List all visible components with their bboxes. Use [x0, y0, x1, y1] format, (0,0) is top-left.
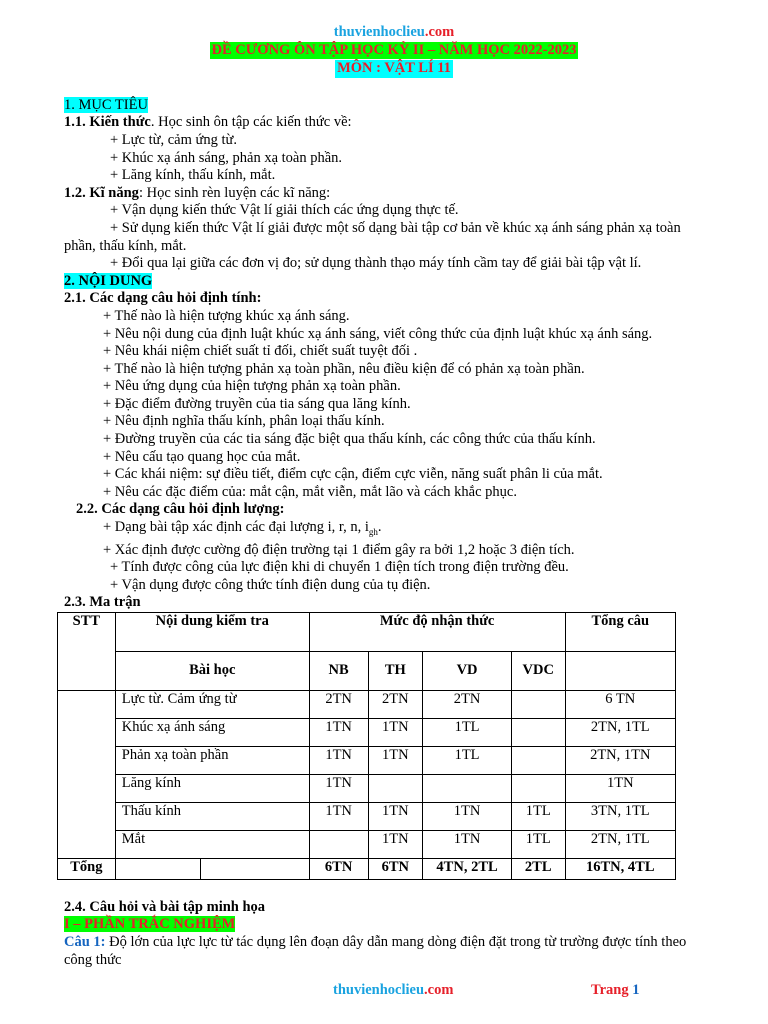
th-cell [368, 774, 423, 802]
page-label: Trang [591, 982, 633, 998]
question-1 [64, 934, 724, 952]
list-item: + Đặc điểm đường truyền của tia sáng qua lăng kính. [103, 395, 411, 412]
th-cell: 1TN [368, 746, 423, 774]
total-cell: 2TN, 1TL [565, 718, 675, 746]
subscript: gh [368, 526, 378, 537]
section-2-heading: 2. NỘI DUNG [64, 272, 153, 289]
vd-cell: 1TL [423, 718, 512, 746]
list-item: + Nêu khái niệm chiết suất tỉ đối, chiết suất tuyệt đối . [103, 343, 418, 360]
th-cell: 1TN [368, 802, 423, 830]
header-th: TH [368, 651, 423, 690]
skill-text: : Học sinh rèn luyện các kĩ năng: [138, 184, 331, 201]
header-level: Mức độ nhận thức [309, 612, 565, 651]
lesson-cell: Phản xạ toàn phần [115, 746, 309, 774]
illustration-heading: 2.4. Câu hỏi và bài tập minh họa [64, 898, 266, 915]
vd-cell: 2TN [423, 690, 512, 718]
list-item [64, 519, 724, 541]
table-row [58, 746, 676, 774]
vdc-cell [511, 774, 565, 802]
list-item: + Đổi qua lại giữa các đơn vị đo; sử dụng thành thạo máy tính cầm tay để giải bài tập vật lí. [110, 255, 642, 272]
total-cell: 3TN, 1TL [565, 802, 675, 830]
vd-cell [423, 774, 512, 802]
list-item: + Nêu ứng dụng của hiện tượng phản xạ toàn phần. [103, 378, 401, 395]
list-item: + Nêu cấu tạo quang học của mắt. [103, 448, 301, 465]
total-empty-cell [115, 858, 201, 879]
header-stt: STT [58, 612, 116, 690]
header-site-name[interactable]: thuvienhoclieu [333, 24, 425, 40]
list-item: + Sử dụng kiến thức Vật lí giải được một số dạng bài tập cơ bản về khúc xạ ánh sáng phản xạ toàn [110, 219, 681, 236]
footer-site[interactable] [333, 982, 453, 1000]
list-item: + Thế nào là hiện tượng khúc xạ ánh sáng. [103, 307, 350, 324]
page-number [591, 982, 639, 1000]
nb-cell: 1TN [309, 718, 368, 746]
document-page [64, 24, 724, 969]
total-nb-cell: 6TN [309, 858, 368, 879]
vdc-cell [511, 746, 565, 774]
doc-subject: MÔN : VẬT LÍ 11 [337, 60, 451, 77]
vdc-cell [511, 718, 565, 746]
total-cell: 1TN [565, 774, 675, 802]
lesson-cell: Lực từ. Cảm ứng từ [115, 690, 309, 718]
header-total-empty [565, 651, 675, 690]
list-item: + Xác định được cường độ điện trường tại 1 điểm gây ra bởi 1,2 hoặc 3 điện tích. [103, 541, 575, 558]
list-item: + Tính được công của lực điện khi di chuyển 1 điện tích trong điện trường đều. [110, 559, 569, 576]
header-nb: NB [309, 651, 368, 690]
list-item-text: + Dạng bài tập xác định các đại lượng i, r, n, i [103, 519, 369, 536]
nb-cell: 2TN [309, 690, 368, 718]
lesson-cell: Thấu kính [115, 802, 309, 830]
list-item: + Nêu nội dung của định luật khúc xạ ánh sáng, viết công thức của định luật khúc xạ ánh sáng. [103, 325, 653, 342]
th-cell: 2TN [368, 690, 423, 718]
lesson-cell: Lăng kính [115, 774, 309, 802]
total-row [58, 858, 676, 879]
total-vd-cell: 4TN, 2TL [423, 858, 512, 879]
vdc-cell: 1TL [511, 830, 565, 858]
total-th-cell: 6TN [368, 858, 423, 879]
vdc-cell [511, 690, 565, 718]
lesson-cell: Mắt [115, 830, 309, 858]
list-item: + Các khái niệm: sự điều tiết, điểm cực cận, điểm cực viễn, năng suất phân li của mắt. [103, 466, 603, 483]
question-label: Câu 1 [64, 934, 101, 951]
total-empty-cell [201, 858, 309, 879]
vd-cell: 1TN [423, 802, 512, 830]
total-vdc-cell: 2TL [511, 858, 565, 879]
list-item: + Khúc xạ ánh sáng, phản xạ toàn phần. [110, 149, 343, 166]
question-text-continued: công thức [64, 951, 122, 968]
header-vdc: VDC [511, 651, 565, 690]
table-row [58, 718, 676, 746]
question-colon: : [100, 934, 106, 951]
page-num: 1 [632, 982, 640, 998]
nb-cell [309, 830, 368, 858]
list-item-continued: phần, thấu kính, mắt. [64, 237, 187, 254]
header-site-tld[interactable]: .com [424, 24, 455, 40]
matrix-heading: 2.3. Ma trận [64, 594, 141, 611]
doc-title: ĐỀ CƯƠNG ÔN TẬP HỌC KỲ II – NĂM HỌC 2022-2023 [211, 41, 577, 58]
matrix-table [57, 612, 676, 880]
knowledge-label: 1.1. Kiến thức [64, 114, 151, 131]
footer-site-tld[interactable]: .com [424, 982, 454, 998]
header-vd: VD [423, 651, 512, 690]
quantitative-heading: 2.2. Các dạng câu hỏi định lượng: [76, 501, 285, 518]
list-item: + Nêu các đặc điểm của: mắt cận, mắt viễn, mắt lão và cách khắc phục. [103, 483, 517, 500]
stt-cell [58, 690, 116, 858]
list-item: + Nêu định nghĩa thấu kính, phân loại thấu kính. [103, 413, 385, 430]
lesson-cell: Khúc xạ ánh sáng [115, 718, 309, 746]
list-item: + Vận dụng kiến thức Vật lí giải thích các ứng dụng thực tế. [110, 202, 459, 219]
qualitative-heading: 2.1. Các dạng câu hỏi định tính: [64, 290, 262, 307]
nb-cell: 1TN [309, 746, 368, 774]
footer-site-name[interactable]: thuvienhoclieu [333, 982, 425, 998]
list-item: + Lăng kính, thấu kính, mắt. [110, 167, 276, 184]
list-item-end: . [377, 519, 382, 536]
th-cell: 1TN [368, 830, 423, 858]
table-row [58, 690, 676, 718]
table-row [58, 830, 676, 858]
th-cell: 1TN [368, 718, 423, 746]
list-item: + Vận dụng được công thức tính điện dung của tụ điện. [110, 576, 431, 593]
total-cell: 2TN, 1TN [565, 746, 675, 774]
list-item: + Đường truyền của các tia sáng đặc biệt qua thấu kính, các công thức của thấu kính. [103, 431, 596, 448]
header-site [64, 24, 724, 42]
nb-cell: 1TN [309, 774, 368, 802]
list-item: + Thế nào là hiện tượng phản xạ toàn phần, nêu điều kiện để có phản xạ toàn phần. [103, 360, 585, 377]
knowledge-line [64, 114, 724, 132]
skill-label: 1.2. Kĩ năng [64, 184, 139, 201]
total-total-cell: 16TN, 4TL [565, 858, 675, 879]
vd-cell: 1TL [423, 746, 512, 774]
vd-cell: 1TN [423, 830, 512, 858]
section-1-heading: 1. MỤC TIÊU [64, 96, 148, 113]
list-item: + Lực từ, cảm ứng từ. [110, 131, 237, 148]
vdc-cell: 1TL [511, 802, 565, 830]
knowledge-text: . Học sinh ôn tập các kiến thức về: [150, 114, 352, 131]
question-text: Độ lớn của lực lực từ tác dụng lên đoạn dây dẫn mang dòng điện đặt trong từ trường được tính theo [105, 934, 687, 951]
total-label-cell: Tổng [58, 858, 116, 879]
table-row [58, 774, 676, 802]
part-heading: I – PHẦN TRẮC NGHIỆM [64, 916, 236, 933]
table-row [58, 802, 676, 830]
header-content: Nội dung kiểm tra [115, 612, 309, 651]
total-cell: 2TN, 1TL [565, 830, 675, 858]
header-lesson: Bài học [115, 651, 309, 690]
skill-line [64, 185, 724, 203]
nb-cell: 1TN [309, 802, 368, 830]
total-cell: 6 TN [565, 690, 675, 718]
header-total: Tổng câu [565, 612, 675, 651]
